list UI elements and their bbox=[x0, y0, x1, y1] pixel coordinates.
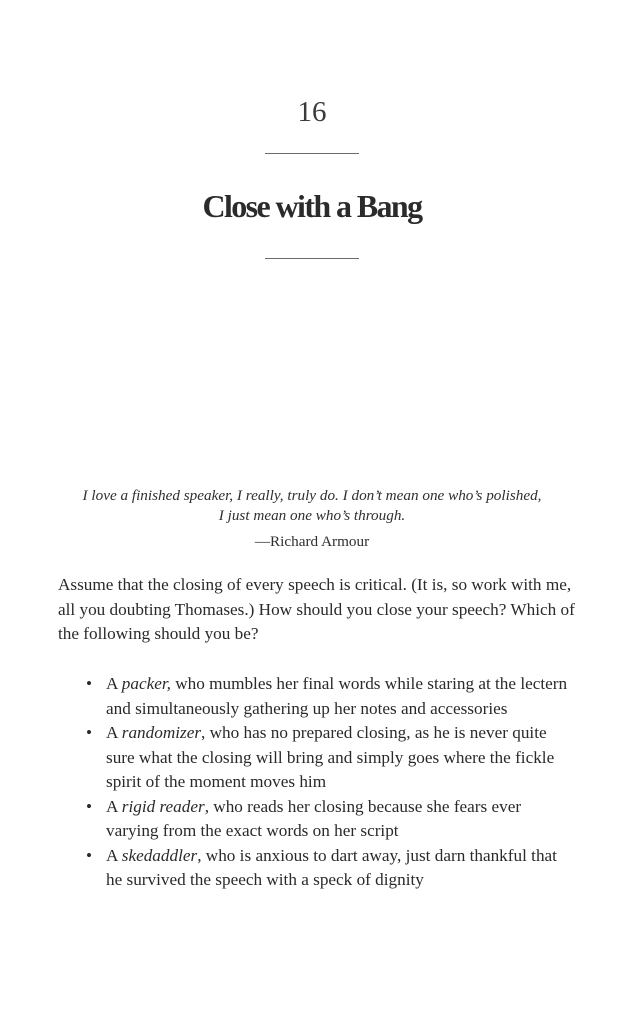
bullet-prefix: A bbox=[106, 845, 122, 865]
bullet-text: , who is anxious to dart away, just darn thankful that he survived the speech with a speck of dignity bbox=[106, 845, 557, 889]
closing-types-list bbox=[86, 672, 576, 893]
bullet-prefix: A bbox=[106, 723, 122, 742]
bullet-icon: • bbox=[86, 674, 93, 693]
list-item bbox=[86, 844, 576, 893]
bullet-text: , who reads her closing because she fears ever varying from the exact words on her script bbox=[106, 796, 522, 840]
chapter-title: Close with a Bang bbox=[202, 188, 422, 224]
list-item bbox=[86, 672, 576, 721]
bullet-term: rigid reader bbox=[121, 796, 205, 816]
bullet-icon: • bbox=[86, 796, 93, 816]
epigraph-attribution: —Richard Armour bbox=[254, 533, 370, 550]
chapter-number: 16 bbox=[297, 96, 327, 128]
bullet-term: randomizer bbox=[121, 723, 202, 742]
bullet-prefix: A bbox=[106, 796, 122, 816]
bullet-term: skedaddler bbox=[121, 845, 198, 865]
bullet-prefix: A bbox=[106, 674, 122, 693]
top-divider bbox=[265, 153, 359, 154]
list-item bbox=[86, 721, 576, 795]
bullet-text: who mumbles her final words while staring at the lectern and simultaneously gathering up her notes and accessories bbox=[106, 674, 568, 718]
bottom-divider bbox=[265, 258, 359, 259]
body-paragraph: Assume that the closing of every speech is critical. (It is, so work with me, all you doubting Thomases.) How should you close your speech? Which of the following should you be? bbox=[58, 575, 575, 643]
bullet-icon: • bbox=[86, 845, 93, 865]
bullet-term: packer, bbox=[121, 674, 171, 693]
bullet-text: , who has no prepared closing, as he is never quite sure what the closing will bring and simply goes where the fickle spirit of the moment moves him bbox=[106, 723, 555, 791]
epigraph-quote: I love a finished speaker, I really, truly do. I don’t mean one who’s polished, I just mean one who’s through. bbox=[82, 487, 542, 524]
bullet-icon: • bbox=[86, 723, 93, 742]
list-item bbox=[86, 795, 576, 844]
